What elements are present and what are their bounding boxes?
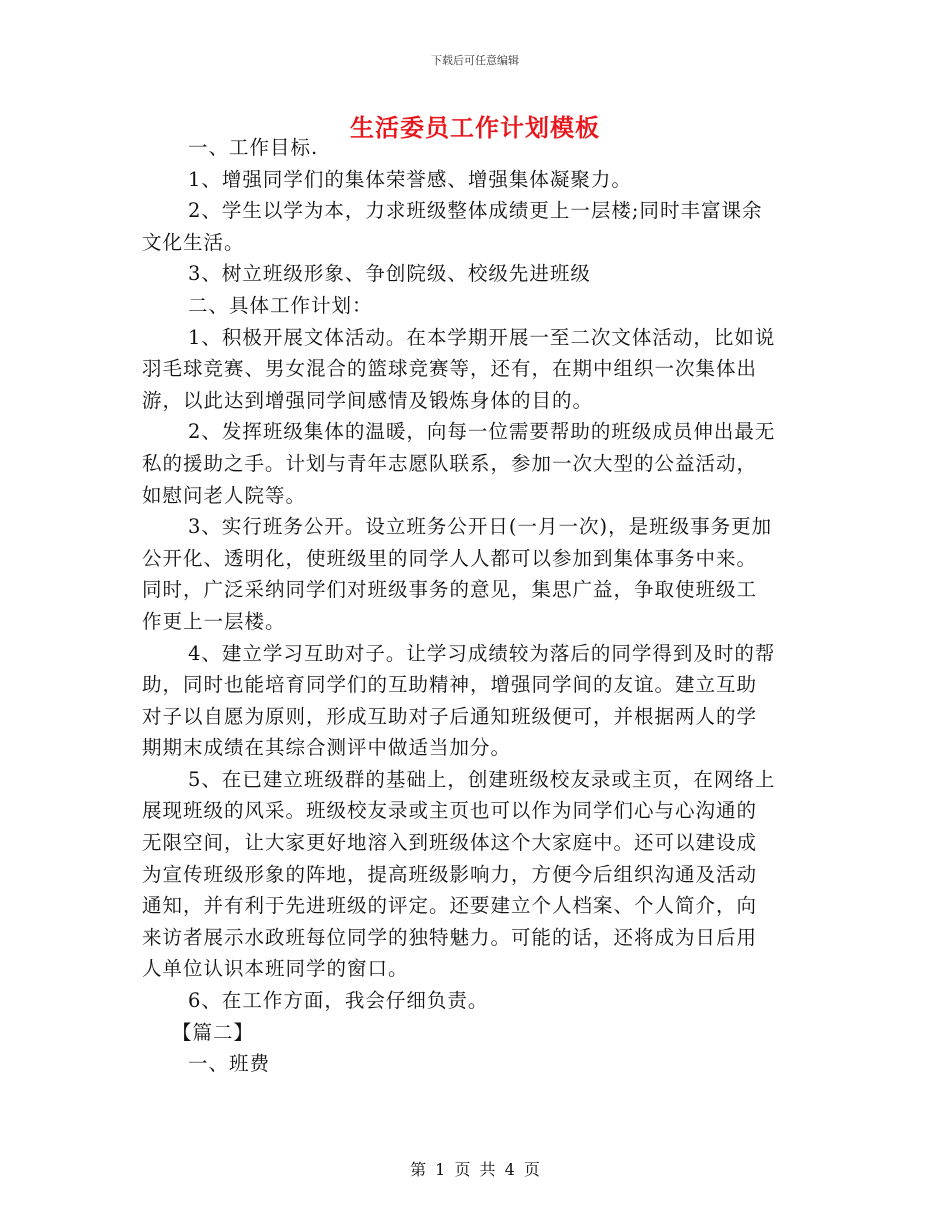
body-line: 【篇二】 [172,1020,255,1044]
body-line: 二、具体工作计划： [188,293,373,317]
body-line: 人单位认识本班同学的窗口。 [142,957,409,981]
body-line: 展现班级的风采。班级校友录或主页也可以作为同学们心与心沟通的 [142,799,758,823]
body-line: 对子以自愿为原则，形成互助对子后通知班级便可，并根据两人的学 [142,704,758,728]
body-line: 游，以此达到增强同学间感情及锻炼身体的目的。 [142,388,594,412]
body-line: 期期末成绩在其综合测评中做适当加分。 [142,736,512,760]
body-line: 6、在工作方面，我会仔细负责。 [188,989,489,1013]
body-line: 助，同时也能培育同学们的互助精神，增强同学间的友谊。建立互助 [142,673,758,697]
body-line: 1、积极开展文体活动。在本学期开展一至二次文体活动，比如说 [188,325,776,349]
body-line: 无限空间，让大家更好地溶入到班级体这个大家庭中。还可以建设成 [142,831,758,855]
body-line: 如慰问老人院等。 [142,483,307,507]
page-header: 下载后可任意编辑 [431,54,519,67]
body-line: 为宣传班级形象的阵地，提高班级影响力，方便今后组织沟通及活动 [142,862,758,886]
body-line: 5、在已建立班级群的基础上，创建班级校友录或主页，在网络上 [188,767,776,791]
body-line: 同时，广泛采纳同学们对班级事务的意见，集思广益，争取使班级工 [142,578,758,602]
document-body [142,132,808,1080]
body-line: 3、实行班务公开。设立班务公开日(一月一次)，是班级事务更加 [188,515,773,539]
body-line: 3、树立班级形象、争创院级、校级先进班级 [188,262,591,286]
body-line: 私的援助之手。计划与青年志愿队联系，参加一次大型的公益活动， [142,451,758,475]
body-line: 公开化、透明化，使班级里的同学人人都可以参加到集体事务中来。 [142,546,758,570]
body-line: 通知，并有利于先进班级的评定。还要建立个人档案、个人简介，向 [142,894,758,918]
body-line: 来访者展示水政班每位同学的独特魅力。可能的话，还将成为日后用 [142,925,758,949]
page-footer: 第 1 页 共 4 页 [410,1160,540,1179]
document-title: 生活委员工作计划模板 [350,113,600,142]
body-line: 作更上一层楼。 [142,609,286,633]
body-line: 2、发挥班级集体的温暖，向每一位需要帮助的班级成员伸出最无 [188,420,776,444]
body-line: 一、班费 [188,1052,271,1076]
body-line: 一、工作目标. [188,136,319,159]
body-line: 1、增强同学们的集体荣誉感、增强集体凝聚力。 [188,167,632,191]
body-line: 4、建立学习互助对子。让学习成绩较为落后的同学得到及时的帮 [188,641,776,665]
body-line: 文化生活。 [142,230,245,254]
body-line: 2、学生以学为本，力求班级整体成绩更上一层楼;同时丰富课余 [188,199,763,223]
body-line: 羽毛球竞赛、男女混合的篮球竞赛等，还有，在期中组织一次集体出 [142,357,758,381]
